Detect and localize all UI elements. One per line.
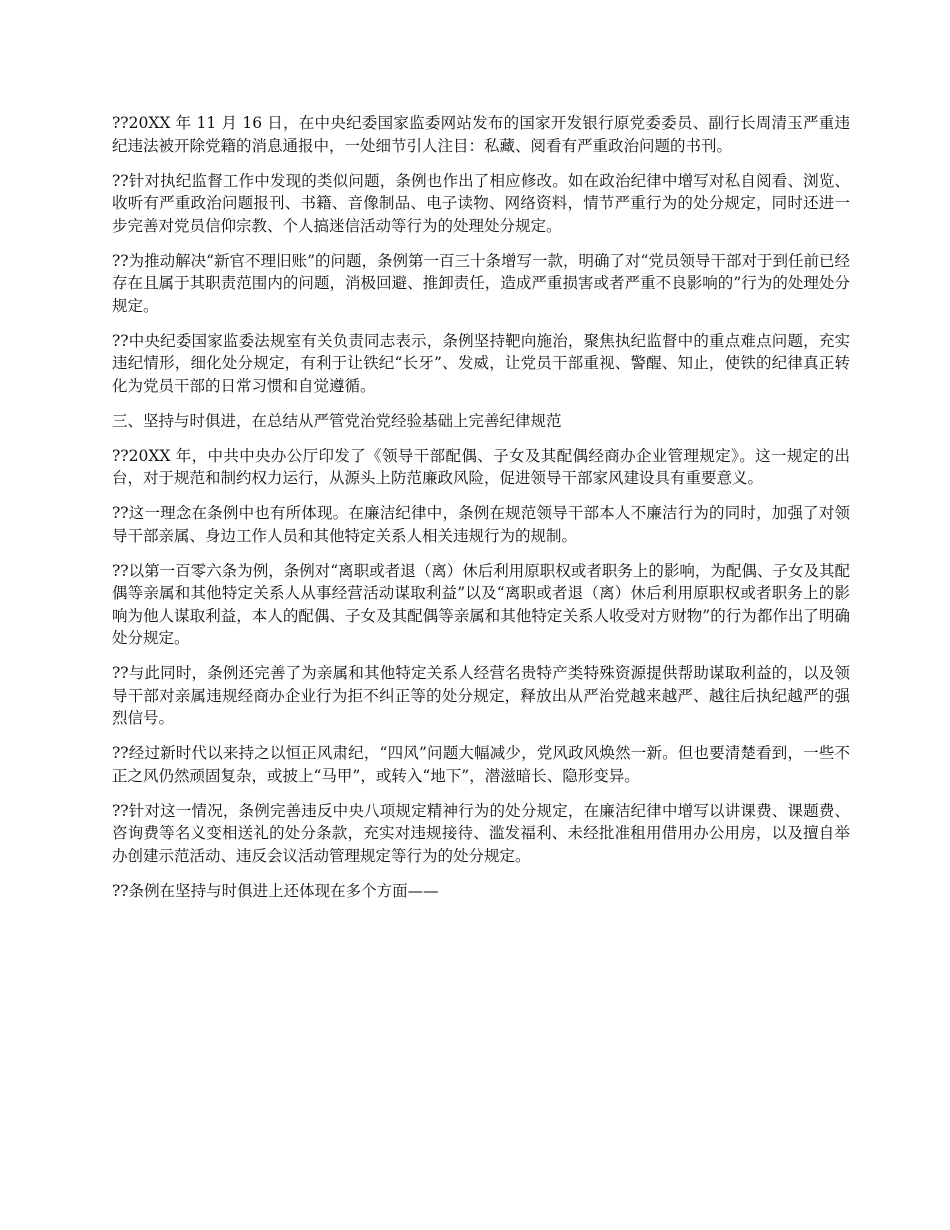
paragraph-10: ??经过新时代以来持之以恒正风肃纪，“四风”问题大幅减少，党风政风焕然一新。但也要清楚看到，一些不正之风仍然顽固复杂，或披上“马甲”，或转入“地下”，潜滋暗长、隐形变异。 <box>112 744 850 785</box>
paragraph-1: ??20XX 年 11 月 16 日，在中央纪委国家监委网站发布的国家开发银行原党委委员、副行长周清玉严重违纪违法被开除党籍的消息通报中，一处细节引人注目：私藏、阅看有严重政治问题的书刊。 <box>112 114 850 155</box>
paragraph-11: ??针对这一情况，条例完善违反中央八项规定精神行为的处分规定，在廉洁纪律中增写以讲课费、课题费、咨询费等名义变相送礼的处分条款，充实对违规接待、滥发福利、未经批准租用借用办公用房，以及擅自举办创建示范活动、违反会议活动管理规定等行为的处分规定。 <box>112 801 850 865</box>
paragraph-7: ??这一理念在条例中也有所体现。在廉洁纪律中，条例在规范领导干部本人不廉洁行为的同时，加强了对领导干部亲属、身边工作人员和其他特定关系人相关违规行为的规制。 <box>112 504 850 545</box>
paragraph-3: ??为推动解决“新官不理旧账”的问题，条例第一百三十条增写一款，明确了对“党员领导干部对于到任前已经存在且属于其职责范围内的问题，消极回避、推卸责任，造成严重损害或者严重不良影响的”行为的处理处分规定。 <box>112 251 850 315</box>
paragraph-9: ??与此同时，条例还完善了为亲属和其他特定关系人经营名贵特产类特殊资源提供帮助谋取利益的，以及领导干部对亲属违规经商办企业行为拒不纠正等的处分规定，释放出从严治党越来越严、越往后执纪越严的强烈信号。 <box>112 664 850 727</box>
paragraph-6: ??20XX 年，中共中央办公厅印发了《领导干部配偶、子女及其配偶经商办企业管理规定》。这一规定的出台，对于规范和制约权力运行，从源头上防范廉政风险，促进领导干部家风建设具有重要意义。 <box>112 446 850 487</box>
section-heading: 三、坚持与时俱进，在总结从严管党治党经验基础上完善纪律规范 <box>112 411 562 430</box>
paragraph-12: ??条例在坚持与时俱进上还体现在多个方面—— <box>112 881 439 900</box>
paragraph-2: ??针对执纪监督工作中发现的类似问题，条例也作出了相应修改。如在政治纪律中增写对私自阅看、浏览、收听有严重政治问题报刊、书籍、音像制品、电子读物、网络资料，情节严重行为的处分规定，同时还进一步完善对党员信仰宗教、个人搞迷信活动等行为的处理处分规定。 <box>112 171 850 235</box>
document-body <box>112 112 850 915</box>
paragraph-8: ??以第一百零六条为例，条例对“离职或者退（离）休后利用原职权或者职务上的影响，为配偶、子女及其配偶等亲属和其他特定关系人从事经营活动谋取利益”以及“离职或者退（离）休后利用原职权或者职务上的影响为他人谋取利益，本人的配偶、子女及其配偶等亲属和其他特定关系人收受对方财物”的行为都作出了明确处分规定。 <box>112 561 850 647</box>
paragraph-4: ??中央纪委国家监委法规室有关负责同志表示，条例坚持靶向施治，聚焦执纪监督中的重点难点问题，充实违纪情形，细化处分规定，有利于让铁纪“长牙”、发威，让党员干部重视、警醒、知止，使铁的纪律真正转化为党员干部的日常习惯和自觉遵循。 <box>112 331 850 395</box>
